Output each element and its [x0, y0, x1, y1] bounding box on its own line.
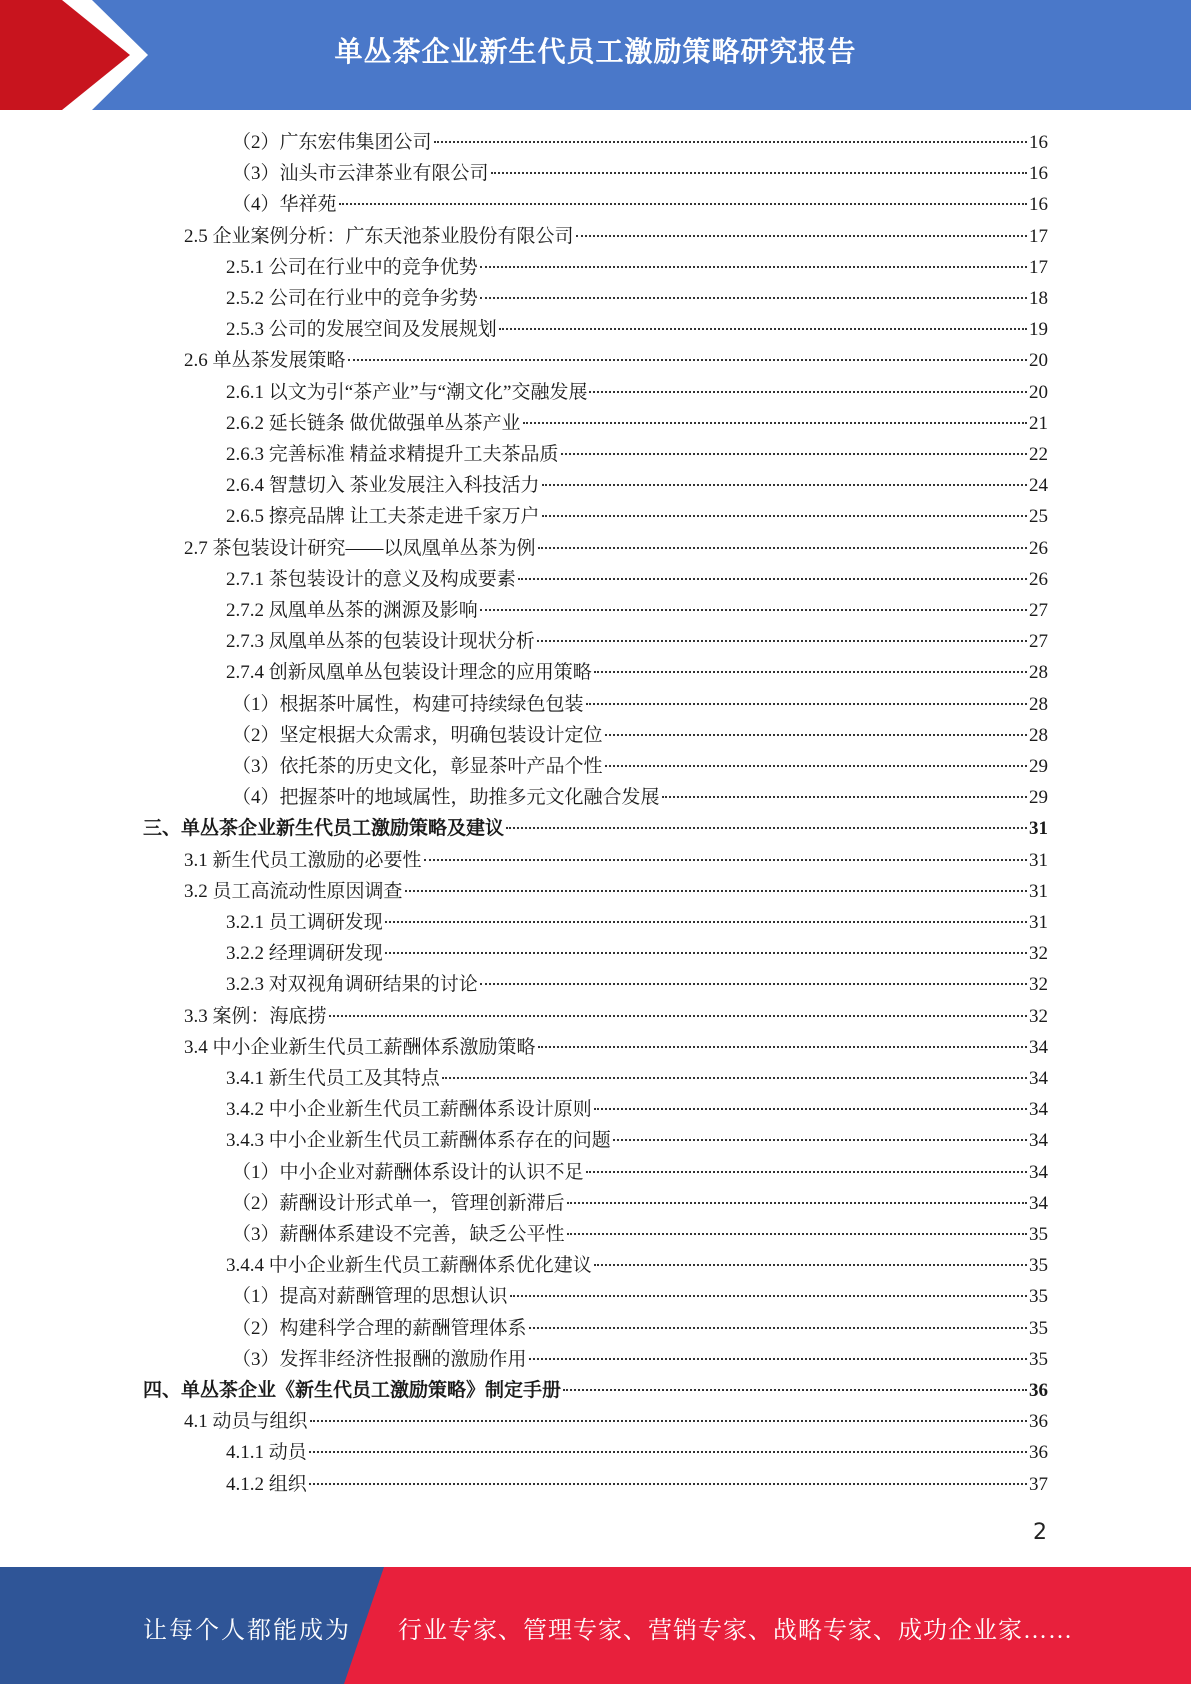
toc-entry[interactable] [226, 1094, 1048, 1125]
toc-dot-leader [480, 982, 1027, 985]
toc-entry[interactable] [184, 533, 1048, 564]
toc-dot-leader [567, 1201, 1027, 1204]
toc-entry-label: 3.4 中小企业新生代员工薪酬体系激励策略 [184, 1037, 536, 1058]
toc-dot-leader [538, 546, 1027, 549]
toc-entry-page: 28 [1029, 725, 1048, 746]
toc-entry-label: 2.5.1 公司在行业中的竞争优势 [226, 257, 478, 278]
toc-dot-leader [586, 702, 1027, 705]
toc-entry[interactable] [226, 501, 1048, 532]
toc-entry[interactable] [226, 938, 1048, 969]
toc-entry-page: 36 [1029, 1380, 1048, 1401]
toc-entry-page: 34 [1029, 1130, 1048, 1151]
toc-entry-page: 18 [1029, 288, 1048, 309]
toc-entry-label: 3.4.4 中小企业新生代员工薪酬体系优化建议 [226, 1255, 592, 1276]
toc-entry[interactable] [232, 751, 1048, 782]
toc-entry-page: 17 [1029, 257, 1048, 278]
toc-entry-page: 35 [1029, 1255, 1048, 1276]
toc-entry[interactable] [226, 595, 1048, 626]
toc-dot-leader [594, 1107, 1027, 1110]
toc-entry-label: 3.3 案例：海底捞 [184, 1006, 327, 1027]
toc-entry[interactable] [232, 1344, 1048, 1375]
toc-entry-page: 35 [1029, 1286, 1048, 1307]
toc-entry[interactable] [226, 564, 1048, 595]
toc-entry-label: 3.4.3 中小企业新生代员工薪酬体系存在的问题 [226, 1130, 611, 1151]
toc-entry-label: 4.1.1 动员 [226, 1442, 307, 1463]
toc-entry-page: 22 [1029, 444, 1048, 465]
toc-entry[interactable] [232, 689, 1048, 720]
toc-entry[interactable] [184, 1406, 1048, 1437]
toc-entry-page: 36 [1029, 1411, 1048, 1432]
toc-dot-leader [499, 327, 1027, 330]
toc-entry[interactable] [226, 1250, 1048, 1281]
toc-entry[interactable] [226, 408, 1048, 439]
toc-entry[interactable] [232, 720, 1048, 751]
toc-entry[interactable] [184, 345, 1048, 376]
toc-entry-page: 32 [1029, 1006, 1048, 1027]
toc-dot-leader [329, 1014, 1027, 1017]
toc-dot-leader [523, 421, 1027, 424]
toc-dot-leader [576, 234, 1027, 237]
toc-entry-page: 34 [1029, 1193, 1048, 1214]
toc-entry-label: （4）把握茶叶的地域属性，助推多元文化融合发展 [232, 787, 660, 808]
page-header [0, 0, 1191, 110]
toc-entry-page: 36 [1029, 1442, 1048, 1463]
toc-entry[interactable] [226, 1063, 1048, 1094]
toc-entry[interactable] [232, 1313, 1048, 1344]
toc-dot-leader [529, 1357, 1027, 1360]
toc-entry[interactable] [143, 813, 1048, 844]
toc-dot-leader [563, 1388, 1027, 1391]
page-title: 单丛茶企业新生代员工激励策略研究报告 [334, 35, 857, 68]
page-footer [0, 1567, 1191, 1684]
toc-entry-page: 19 [1029, 319, 1048, 340]
toc-entry-label: 2.7.1 茶包装设计的意义及构成要素 [226, 569, 516, 590]
toc-dot-leader [310, 1419, 1027, 1422]
toc-entry-label: 3.2.1 员工调研发现 [226, 912, 383, 933]
toc-entry-page: 27 [1029, 600, 1048, 621]
toc-entry-label: 2.7.2 凤凰单丛茶的渊源及影响 [226, 600, 478, 621]
toc-entry[interactable] [232, 127, 1048, 158]
toc-entry-page: 26 [1029, 569, 1048, 590]
toc-entry[interactable] [184, 1032, 1048, 1063]
toc-entry-page: 25 [1029, 506, 1048, 527]
toc-entry-page: 29 [1029, 756, 1048, 777]
toc-entry-page: 21 [1029, 413, 1048, 434]
toc-entry-page: 35 [1029, 1318, 1048, 1339]
toc-entry-label: 2.6.1 以文为引“茶产业”与“潮文化”交融发展 [226, 382, 588, 403]
toc-dot-leader [537, 639, 1027, 642]
toc-entry-page: 20 [1029, 350, 1048, 371]
toc-entry-page: 26 [1029, 538, 1048, 559]
toc-dot-leader [424, 858, 1027, 861]
toc-entry[interactable] [143, 1375, 1048, 1406]
footer-slogan-right: 行业专家、管理专家、营销专家、战略专家、成功企业家…… [398, 1618, 1073, 1644]
toc-entry-label: （2）构建科学合理的薪酬管理体系 [232, 1318, 527, 1339]
toc-dot-leader [339, 202, 1027, 205]
toc-entry-label: （3）依托茶的历史文化，彰显茶叶产品个性 [232, 756, 603, 777]
toc-entry-label: （3）发挥非经济性报酬的激励作用 [232, 1349, 527, 1370]
toc-entry[interactable] [232, 189, 1048, 220]
toc-dot-leader [434, 140, 1027, 143]
toc-entry-page: 31 [1029, 850, 1048, 871]
toc-entry-page: 28 [1029, 662, 1048, 683]
toc-entry[interactable] [226, 1125, 1048, 1156]
toc-dot-leader [385, 951, 1027, 954]
toc-entry-label: 4.1 动员与组织 [184, 1411, 308, 1432]
toc-entry[interactable] [226, 377, 1048, 408]
toc-dot-leader [542, 514, 1027, 517]
toc-dot-leader [605, 764, 1027, 767]
toc-entry-page: 34 [1029, 1162, 1048, 1183]
toc-entry-label: （2）坚定根据大众需求，明确包装设计定位 [232, 725, 603, 746]
toc-entry-page: 31 [1029, 881, 1048, 902]
toc-entry-label: （1）中小企业对薪酬体系设计的认识不足 [232, 1162, 584, 1183]
toc-entry-page: 16 [1029, 194, 1048, 215]
toc-entry-label: 2.6.3 完善标准 精益求精提升工夫茶品质 [226, 444, 559, 465]
chevron-arrow-icon [0, 0, 160, 110]
toc-entry-label: （2）广东宏伟集团公司 [232, 132, 432, 153]
toc-entry[interactable] [226, 314, 1048, 345]
toc-entry-label: 4.1.2 组织 [226, 1474, 307, 1495]
toc-entry-label: 2.6 单丛茶发展策略 [184, 350, 346, 371]
toc-entry-label: （3）汕头市云津茶业有限公司 [232, 163, 489, 184]
toc-entry[interactable] [232, 1188, 1048, 1219]
toc-dot-leader [348, 358, 1027, 361]
toc-entry[interactable] [184, 1001, 1048, 1032]
toc-entry[interactable] [226, 252, 1048, 283]
toc-dot-leader [385, 920, 1027, 923]
toc-entry[interactable] [226, 657, 1048, 688]
toc-entry-label: 2.7.3 凤凰单丛茶的包装设计现状分析 [226, 631, 535, 652]
toc-dot-leader [405, 889, 1027, 892]
toc-dot-leader [506, 826, 1027, 829]
toc-entry-label: 2.5.3 公司的发展空间及发展规划 [226, 319, 497, 340]
toc-entry-page: 31 [1029, 912, 1048, 933]
toc-dot-leader [586, 1170, 1027, 1173]
toc-dot-leader [480, 608, 1027, 611]
toc-dot-leader [594, 670, 1027, 673]
toc-entry-label: 三、单丛茶企业新生代员工激励策略及建议 [143, 818, 505, 839]
toc-dot-leader [529, 1326, 1027, 1329]
toc-entry-label: 3.2.3 对双视角调研结果的讨论 [226, 974, 478, 995]
toc-entry-page: 34 [1029, 1068, 1048, 1089]
toc-dot-leader [613, 1138, 1027, 1141]
toc-entry-label: （1）提高对薪酬管理的思想认识 [232, 1286, 508, 1307]
toc-entry[interactable] [226, 626, 1048, 657]
toc-dot-leader [594, 1263, 1027, 1266]
toc-dot-leader [538, 1045, 1027, 1048]
toc-entry-label: （2）薪酬设计形式单一，管理创新滞后 [232, 1193, 565, 1214]
toc-entry-page: 32 [1029, 943, 1048, 964]
toc-entry-page: 31 [1029, 818, 1048, 839]
toc-entry-page: 35 [1029, 1349, 1048, 1370]
toc-dot-leader [605, 733, 1027, 736]
toc-entry[interactable] [184, 876, 1048, 907]
toc-entry-label: 3.4.2 中小企业新生代员工薪酬体系设计原则 [226, 1099, 592, 1120]
toc-entry-label: 2.6.4 智慧切入 茶业发展注入科技活力 [226, 475, 540, 496]
toc-entry-label: 四、单丛茶企业《新生代员工激励策略》制定手册 [143, 1380, 562, 1401]
toc-entry[interactable] [226, 969, 1048, 1000]
toc-entry-page: 28 [1029, 694, 1048, 715]
footer-slogan-left: 让每个人都能成为 [143, 1618, 351, 1644]
toc-entry-page: 27 [1029, 631, 1048, 652]
toc-entry[interactable] [232, 782, 1048, 813]
toc-dot-leader [491, 171, 1027, 174]
toc-entry-label: 2.7 茶包装设计研究——以凤凰单丛茶为例 [184, 538, 536, 559]
toc-dot-leader [480, 265, 1027, 268]
toc-entry[interactable] [226, 439, 1048, 470]
toc-dot-leader [567, 1232, 1027, 1235]
toc-entry-label: 2.7.4 创新凤凰单丛包装设计理念的应用策略 [226, 662, 592, 683]
toc-entry-page: 16 [1029, 163, 1048, 184]
toc-entry-page: 37 [1029, 1474, 1048, 1495]
toc-dot-leader [518, 577, 1027, 580]
toc-entry[interactable] [232, 158, 1048, 189]
toc-entry[interactable] [226, 283, 1048, 314]
toc-entry-page: 17 [1029, 226, 1048, 247]
toc-entry-page: 35 [1029, 1224, 1048, 1245]
toc-entry-label: 2.6.2 延长链条 做优做强单丛茶产业 [226, 413, 521, 434]
toc-dot-leader [309, 1482, 1027, 1485]
toc-entry-label: 3.2.2 经理调研发现 [226, 943, 383, 964]
toc-dot-leader [442, 1076, 1027, 1079]
toc-entry[interactable] [184, 221, 1048, 252]
toc-entry-page: 16 [1029, 132, 1048, 153]
toc-entry[interactable] [232, 1281, 1048, 1312]
toc-entry-page: 32 [1029, 974, 1048, 995]
toc-entry[interactable] [226, 1469, 1048, 1500]
toc-entry[interactable] [226, 470, 1048, 501]
toc-dot-leader [662, 795, 1027, 798]
toc-entry-page: 34 [1029, 1099, 1048, 1120]
toc-dot-leader [480, 296, 1027, 299]
toc-dot-leader [510, 1294, 1027, 1297]
toc-dot-leader [589, 390, 1027, 393]
toc-entry-label: （3）薪酬体系建设不完善，缺乏公平性 [232, 1224, 565, 1245]
toc-entry-label: 3.2 员工高流动性原因调查 [184, 881, 403, 902]
toc-entry-page: 34 [1029, 1037, 1048, 1058]
toc-dot-leader [561, 452, 1027, 455]
toc-entry[interactable] [232, 1157, 1048, 1188]
toc-entry-page: 24 [1029, 475, 1048, 496]
toc-entry[interactable] [226, 1437, 1048, 1468]
toc-entry-page: 29 [1029, 787, 1048, 808]
toc-entry-label: 2.5 企业案例分析：广东天池茶业股份有限公司 [184, 226, 574, 247]
toc-entry[interactable] [184, 845, 1048, 876]
toc-entry-label: 2.6.5 擦亮品牌 让工夫茶走进千家万户 [226, 506, 540, 527]
toc-entry-label: （4）华祥苑 [232, 194, 337, 215]
toc-entry-page: 20 [1029, 382, 1048, 403]
toc-dot-leader [542, 483, 1027, 486]
toc-entry[interactable] [232, 1219, 1048, 1250]
toc-dot-leader [309, 1450, 1027, 1453]
toc-entry[interactable] [226, 907, 1048, 938]
toc-entry-label: 3.1 新生代员工激励的必要性 [184, 850, 422, 871]
toc-entry-label: 3.4.1 新生代员工及其特点 [226, 1068, 440, 1089]
page-number: 2 [1033, 1520, 1047, 1545]
toc-entry-label: （1）根据茶叶属性，构建可持续绿色包装 [232, 694, 584, 715]
toc-entry-label: 2.5.2 公司在行业中的竞争劣势 [226, 288, 478, 309]
